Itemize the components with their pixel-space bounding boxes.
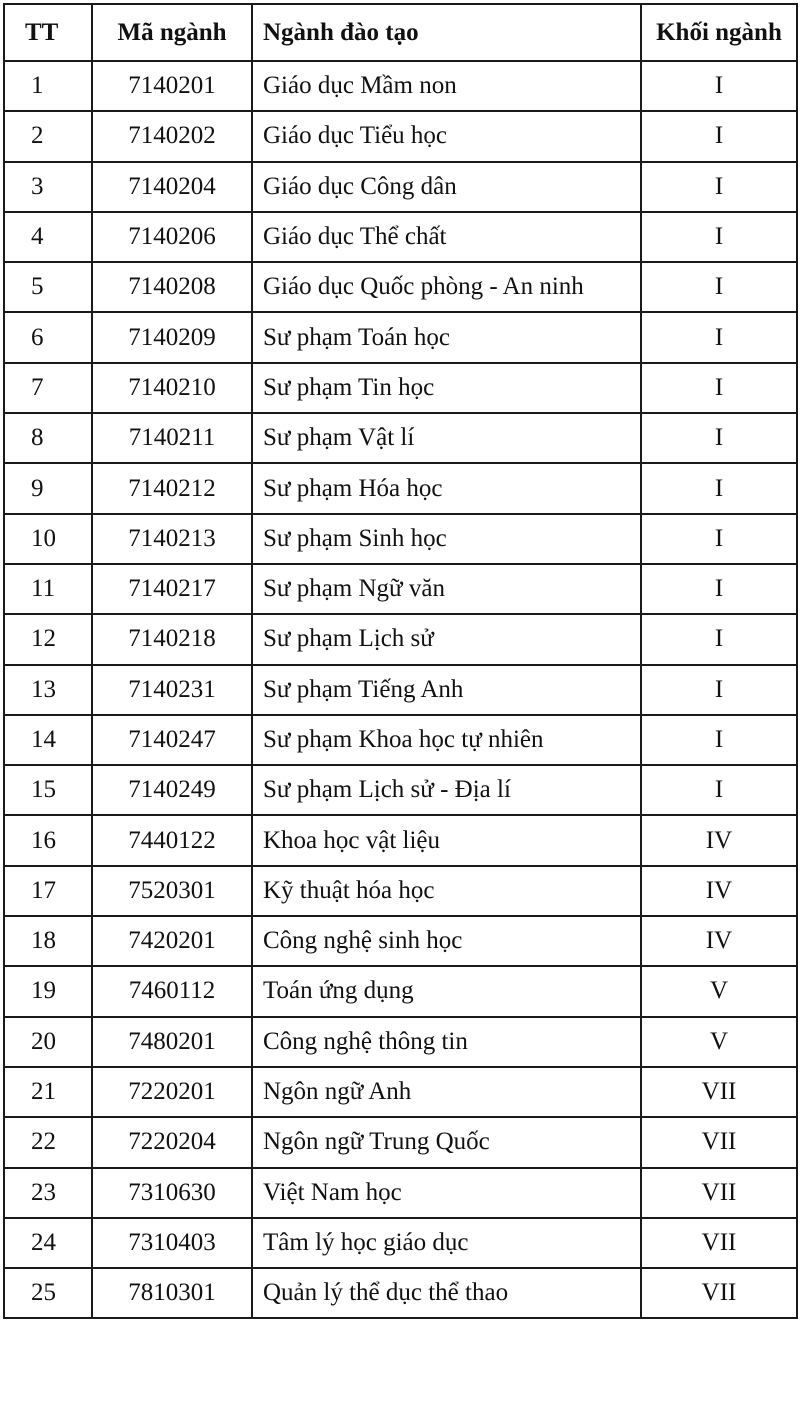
cell-name: Sư phạm Tin học xyxy=(252,363,641,413)
table-body xyxy=(4,61,797,1318)
cell-code: 7520301 xyxy=(92,866,252,916)
cell-code: 7140208 xyxy=(92,262,252,312)
table-row xyxy=(4,262,797,312)
cell-code: 7220201 xyxy=(92,1067,252,1117)
cell-code: 7140209 xyxy=(92,312,252,362)
majors-table xyxy=(3,3,798,1319)
table-row xyxy=(4,212,797,262)
header-tt: TT xyxy=(4,4,92,61)
cell-name: Việt Nam học xyxy=(252,1168,641,1218)
cell-group: VII xyxy=(641,1268,797,1318)
cell-tt: 23 xyxy=(4,1168,92,1218)
cell-name: Sư phạm Toán học xyxy=(252,312,641,362)
cell-code: 7140210 xyxy=(92,363,252,413)
cell-code: 7810301 xyxy=(92,1268,252,1318)
cell-group: VII xyxy=(641,1218,797,1268)
cell-name: Sư phạm Tiếng Anh xyxy=(252,665,641,715)
cell-code: 7310630 xyxy=(92,1168,252,1218)
cell-group: VII xyxy=(641,1168,797,1218)
cell-tt: 14 xyxy=(4,715,92,765)
cell-name: Khoa học vật liệu xyxy=(252,815,641,865)
cell-group: VII xyxy=(641,1067,797,1117)
cell-tt: 25 xyxy=(4,1268,92,1318)
cell-tt: 9 xyxy=(4,463,92,513)
cell-code: 7140213 xyxy=(92,514,252,564)
cell-group: I xyxy=(641,363,797,413)
cell-group: I xyxy=(641,564,797,614)
table-row xyxy=(4,665,797,715)
table-row xyxy=(4,1017,797,1067)
cell-code: 7140211 xyxy=(92,413,252,463)
cell-name: Giáo dục Mầm non xyxy=(252,61,641,111)
cell-group: I xyxy=(641,765,797,815)
cell-name: Sư phạm Vật lí xyxy=(252,413,641,463)
cell-group: I xyxy=(641,463,797,513)
table-row xyxy=(4,1117,797,1167)
cell-tt: 4 xyxy=(4,212,92,262)
cell-tt: 8 xyxy=(4,413,92,463)
cell-tt: 1 xyxy=(4,61,92,111)
cell-code: 7140217 xyxy=(92,564,252,614)
table-row xyxy=(4,564,797,614)
cell-name: Toán ứng dụng xyxy=(252,966,641,1016)
table-row xyxy=(4,916,797,966)
cell-code: 7140249 xyxy=(92,765,252,815)
cell-name: Sư phạm Lịch sử xyxy=(252,614,641,664)
cell-code: 7220204 xyxy=(92,1117,252,1167)
cell-tt: 19 xyxy=(4,966,92,1016)
table-row xyxy=(4,614,797,664)
cell-group: I xyxy=(641,665,797,715)
cell-group: I xyxy=(641,413,797,463)
cell-group: I xyxy=(641,262,797,312)
cell-code: 7140206 xyxy=(92,212,252,262)
cell-code: 7140201 xyxy=(92,61,252,111)
cell-tt: 5 xyxy=(4,262,92,312)
cell-tt: 15 xyxy=(4,765,92,815)
table-row xyxy=(4,413,797,463)
cell-name: Giáo dục Công dân xyxy=(252,162,641,212)
cell-name: Sư phạm Lịch sử - Địa lí xyxy=(252,765,641,815)
table-row xyxy=(4,1168,797,1218)
table-row xyxy=(4,866,797,916)
table-row xyxy=(4,1218,797,1268)
cell-tt: 13 xyxy=(4,665,92,715)
cell-group: I xyxy=(641,111,797,161)
cell-group: I xyxy=(641,614,797,664)
cell-name: Quản lý thể dục thể thao xyxy=(252,1268,641,1318)
cell-code: 7140212 xyxy=(92,463,252,513)
table-row xyxy=(4,514,797,564)
cell-tt: 16 xyxy=(4,815,92,865)
cell-tt: 3 xyxy=(4,162,92,212)
cell-group: VII xyxy=(641,1117,797,1167)
cell-code: 7310403 xyxy=(92,1218,252,1268)
cell-name: Kỹ thuật hóa học xyxy=(252,866,641,916)
header-code: Mã ngành xyxy=(92,4,252,61)
cell-group: I xyxy=(641,514,797,564)
cell-tt: 7 xyxy=(4,363,92,413)
cell-group: V xyxy=(641,966,797,1016)
cell-name: Sư phạm Ngữ văn xyxy=(252,564,641,614)
cell-group: IV xyxy=(641,916,797,966)
cell-tt: 20 xyxy=(4,1017,92,1067)
table-row xyxy=(4,463,797,513)
table-row xyxy=(4,162,797,212)
cell-tt: 10 xyxy=(4,514,92,564)
cell-code: 7140218 xyxy=(92,614,252,664)
cell-code: 7140202 xyxy=(92,111,252,161)
cell-group: I xyxy=(641,162,797,212)
cell-name: Ngôn ngữ Trung Quốc xyxy=(252,1117,641,1167)
cell-group: I xyxy=(641,312,797,362)
cell-name: Sư phạm Sinh học xyxy=(252,514,641,564)
table-row xyxy=(4,312,797,362)
cell-code: 7140247 xyxy=(92,715,252,765)
header-name: Ngành đào tạo xyxy=(252,4,641,61)
cell-group: I xyxy=(641,715,797,765)
cell-name: Công nghệ thông tin xyxy=(252,1017,641,1067)
cell-group: IV xyxy=(641,815,797,865)
cell-group: V xyxy=(641,1017,797,1067)
cell-tt: 17 xyxy=(4,866,92,916)
cell-group: I xyxy=(641,212,797,262)
table-row xyxy=(4,1067,797,1117)
cell-code: 7140204 xyxy=(92,162,252,212)
table-row xyxy=(4,815,797,865)
cell-name: Giáo dục Tiểu học xyxy=(252,111,641,161)
header-group: Khối ngành xyxy=(641,4,797,61)
table-row xyxy=(4,966,797,1016)
cell-code: 7420201 xyxy=(92,916,252,966)
table-row xyxy=(4,111,797,161)
cell-name: Sư phạm Hóa học xyxy=(252,463,641,513)
cell-name: Ngôn ngữ Anh xyxy=(252,1067,641,1117)
cell-name: Công nghệ sinh học xyxy=(252,916,641,966)
cell-tt: 12 xyxy=(4,614,92,664)
cell-tt: 24 xyxy=(4,1218,92,1268)
cell-code: 7480201 xyxy=(92,1017,252,1067)
cell-name: Sư phạm Khoa học tự nhiên xyxy=(252,715,641,765)
cell-code: 7140231 xyxy=(92,665,252,715)
cell-code: 7440122 xyxy=(92,815,252,865)
cell-tt: 6 xyxy=(4,312,92,362)
table-row xyxy=(4,363,797,413)
cell-tt: 2 xyxy=(4,111,92,161)
cell-tt: 21 xyxy=(4,1067,92,1117)
cell-name: Giáo dục Thể chất xyxy=(252,212,641,262)
cell-tt: 18 xyxy=(4,916,92,966)
table-row xyxy=(4,715,797,765)
cell-tt: 11 xyxy=(4,564,92,614)
table-row xyxy=(4,61,797,111)
cell-group: IV xyxy=(641,866,797,916)
cell-group: I xyxy=(641,61,797,111)
cell-name: Tâm lý học giáo dục xyxy=(252,1218,641,1268)
table-row xyxy=(4,1268,797,1318)
cell-tt: 22 xyxy=(4,1117,92,1167)
header-row xyxy=(4,4,797,61)
cell-code: 7460112 xyxy=(92,966,252,1016)
cell-name: Giáo dục Quốc phòng - An ninh xyxy=(252,262,641,312)
table-row xyxy=(4,765,797,815)
